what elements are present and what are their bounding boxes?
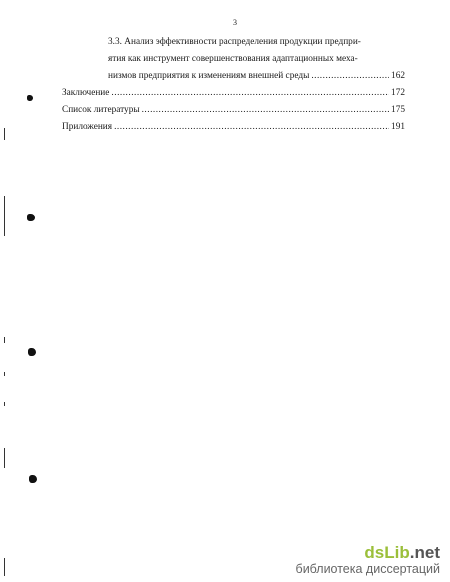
logo-ds-text: ds [364,543,385,562]
scan-speck [27,95,33,101]
toc-entry-references [62,105,405,116]
scan-edge-line [4,402,5,406]
scan-edge-line [4,196,5,236]
scan-edge-line [4,448,5,468]
toc-entry-page: 172 [391,88,405,98]
toc-leader-dots [111,88,389,99]
toc-entry-label: Список литературы [62,105,140,115]
scan-speck [29,475,37,483]
scan-speck [27,214,35,221]
toc-entry-3-3-line3 [108,71,405,82]
toc-entry-page: 162 [391,71,405,81]
toc-leader-dots [311,71,389,82]
toc-entry-3-3-line1: 3.3. Анализ эффективности распределения продукции предпри- [108,37,361,47]
watermark-subtitle: библиотека диссертаций [295,562,440,576]
toc-leader-dots [142,105,389,116]
dslib-logo [296,544,440,562]
scan-edge-line [4,128,5,140]
logo-net-text: .net [409,543,440,562]
toc-leader-dots [114,122,389,133]
dslib-watermark [296,544,440,576]
toc-entry-3-3-line2: ятия как инструмент совершенствования адаптационных меха- [108,54,358,64]
toc-entry-page: 191 [391,122,405,132]
scan-edge-line [4,558,5,576]
scan-edge-line [4,337,5,343]
toc-entry-page: 175 [391,105,405,115]
scan-speck [28,348,36,356]
toc-entry-label: Заключение [62,88,110,98]
scan-edge-line [4,372,5,376]
toc-entry-appendices [62,122,405,133]
logo-lib-text: Lib [384,543,410,562]
toc-entry-label: Приложения [62,122,113,132]
toc-entry-label: низмов предприятия к изменениям внешней среды [108,71,310,81]
toc-entry-conclusion [62,88,405,99]
page-number: 3 [233,18,237,27]
